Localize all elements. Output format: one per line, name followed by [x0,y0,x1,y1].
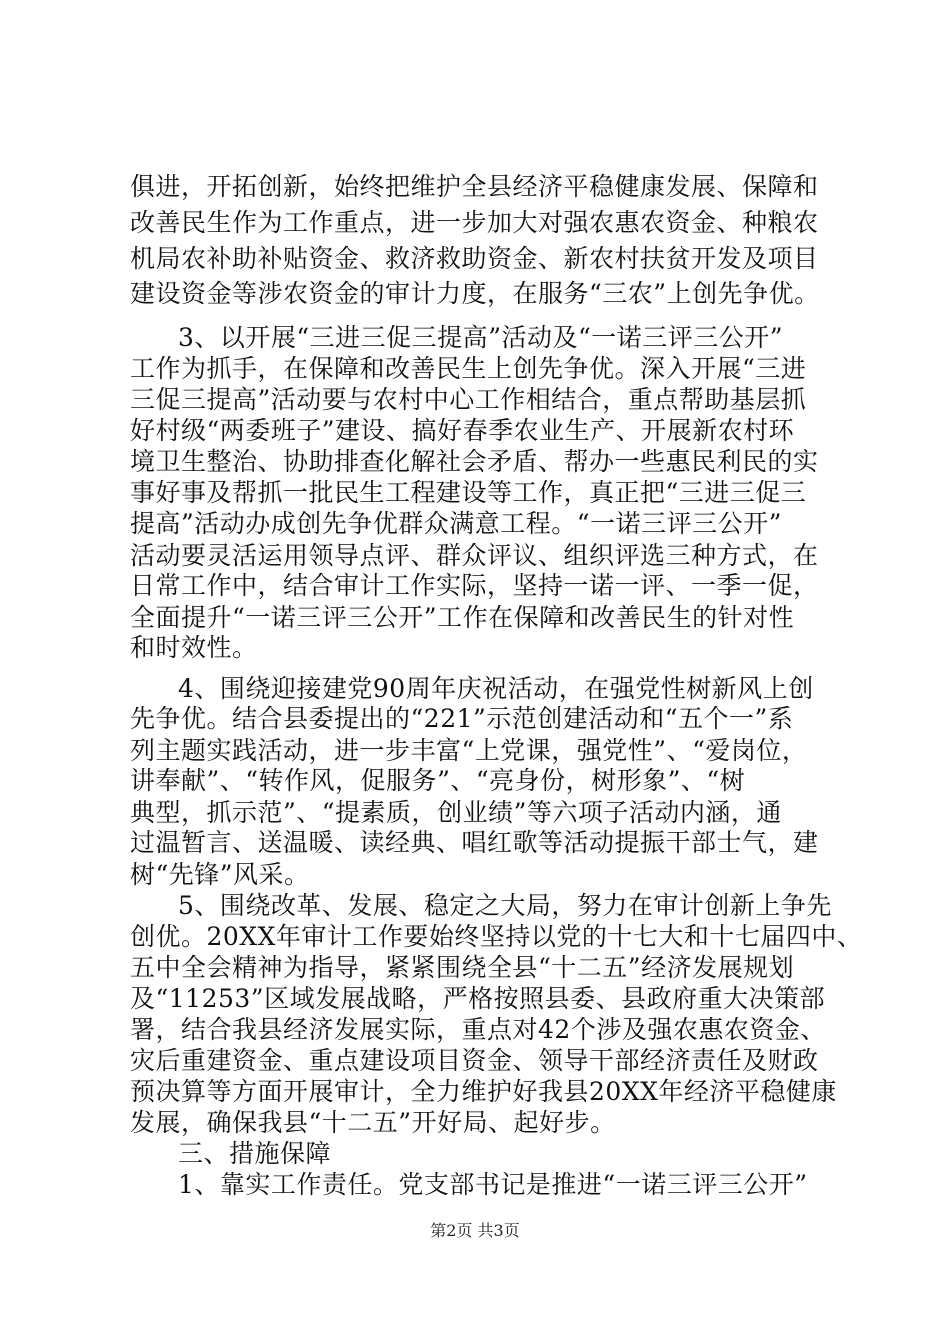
text-line: 机局农补助补贴资金、救济救助资金、新农村扶贫开发及项目 [130,244,819,273]
text-line: 过温暂言、送温暖、读经典、唱红歌等活动提振干部士气，建 [130,828,819,857]
page-footer: 第2页 共3页 [430,1221,520,1240]
text-line: 列主题实践活动，进一步丰富“上党课，强党性”、“爱岗位， [130,736,808,765]
text-line: 发展，确保我县“十二五”开好局、起好步。 [130,1108,616,1137]
indented-line: 三、措施保障 [178,1139,332,1168]
text-line: 境卫生整治、协助排查化解社会矛盾、帮办一些惠民利民的实 [130,447,819,476]
text-line: 改善民生作为工作重点，进一步加大对强农惠农资金、种粮农 [130,208,819,237]
text-line: 树“先锋”风采。 [130,860,310,889]
text-line: 提高”活动办成创先争优群众满意工程。“一诺三评三公开” [130,509,782,538]
text-line: 事好事及帮抓一批民生工程建设等工作，真正把“三进三促三 [130,478,807,507]
indented-line: 4、围绕迎接建党90周年庆祝活动，在强党性树新风上创 [178,674,814,703]
text-line: 俱进，开拓创新，始终把维护全县经济平稳健康发展、保障和 [130,172,819,201]
text-line: 典型，抓示范”、“提素质，创业绩”等六项子活动内涵，通 [130,798,782,827]
text-line: 三促三提高”活动要与农村中心工作相结合，重点帮助基层抓 [130,385,807,414]
text-line: 好村级“两委班子”建设、搞好春季农业生产、开展新农村环 [130,416,795,445]
text-line: 活动要灵活运用领导点评、群众评议、组织评选三种方式，在 [130,541,819,570]
text-line: 先争优。结合县委提出的“221”示范创建活动和“五个一”系 [130,704,794,733]
indented-line: 1、靠实工作责任。党支部书记是推进“一诺三评三公开” [178,1170,808,1199]
text-line: 全面提升“一诺三评三公开”工作在保障和改善民生的针对性 [130,603,795,632]
text-line: 五中全会精神为指导，紧紧围绕全县“十二五”经济发展规划 [130,953,795,982]
indented-line: 5、围绕改革、发展、稳定之大局，努力在审计创新上争先 [178,891,832,920]
text-line: 工作为抓手，在保障和改善民生上创先争优。深入开展“三进 [130,354,807,383]
text-line: 讲奉献”、“转作风，促服务”、“亮身份，树形象”、“树 [130,766,746,795]
text-line: 创优。20XX年审计工作要始终坚持以党的十七大和十七届四中、 [130,922,863,951]
text-line: 和时效性。 [130,633,258,662]
text-line: 建设资金等涉农资金的审计力度，在服务“三农”上创先争优。 [130,279,820,308]
text-line: 日常工作中，结合审计工作实际，坚持一诺一评、一季一促， [130,571,819,600]
text-line: 及“11253”区域发展战略，严格按照县委、县政府重大决策部 [130,984,826,1013]
text-line: 灾后重建资金、重点建设项目资金、领导干部经济责任及财政 [130,1046,819,1075]
text-line: 署，结合我县经济发展实际，重点对42个涉及强农惠农资金、 [130,1015,826,1044]
indented-line: 3、以开展“三进三促三提高”活动及“一诺三评三公开” [178,323,784,352]
text-line: 预决算等方面开展审计，全力维护好我县20XX年经济平稳健康 [130,1077,837,1106]
